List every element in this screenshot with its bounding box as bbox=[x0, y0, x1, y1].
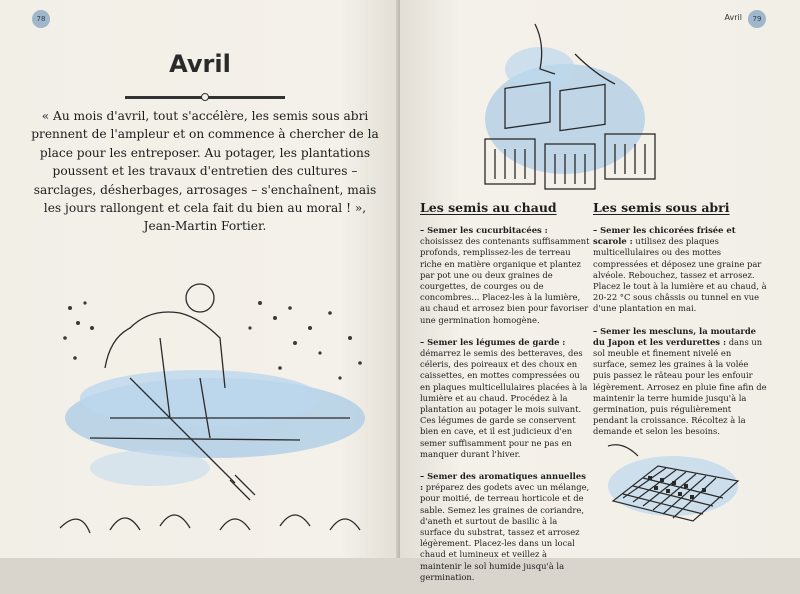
seed-tray-illustration bbox=[598, 426, 748, 526]
running-head: Avril bbox=[724, 13, 742, 22]
intro-quote: « Au mois d'avril, tout s'accélère, les semis sous abri prennent de l'ampleur et on commence à chercher de la place pour les entreposer. Au potager, les plantations poussent et les travaux d'entretien des cultures – sarclages, désherbages, arrosages – s'enchaînent, mais les jours rallongent et cela fait du bien au moral ! », Jean-Martin Fortier. bbox=[31, 109, 379, 234]
list-item: – Semer les chicorées frisée et scarole : utilisez des plaques multicellulaires ou des mottes compressées et déposez une graine par alvéole. Rebouchez, tassez et arrosez. Placez le tout à la lumière et au chaud, à 20-22 °C sous châssis ou tunnel en vue d'une plantation en mai. bbox=[593, 225, 767, 314]
list-item: – Semer les mescluns, la moutarde du Japon et les verdurettes : dans un sol meuble et finement nivelé en surface, semez les graines à la volée puis passez le râteau pour les enfouir légèrement. Arrosez en pluie fine afin de maintenir la terre humide jusqu'à la germination, puis régulièrement pendant la croissance. Récoltez à la demande et selon les besoins. bbox=[593, 325, 767, 437]
list-item: – Semer des aromatiques annuelles : préparez des godets avec un mélange, pour moitié, de terreau horticole et de sable. Semez les graines de coriandre, d'aneth et surtout de basilic à la surface du substrat, tassez et arrosez légèrement. Placez-les dans un local chaud et lumineux et veillez à maintenir le sol humide jusqu'à la germination. bbox=[420, 471, 590, 582]
page-number-right: 79 bbox=[748, 10, 766, 28]
gardener-raking-illustration bbox=[50, 268, 380, 558]
section-heading: Les semis sous abri bbox=[593, 200, 730, 215]
left-page bbox=[0, 0, 400, 558]
list-item: – Semer les cucurbitacées : choisissez des contenants suffisamment profonds, remplissez-les de terreau riche en matière organique et plantez par pot une ou deux graines de courgettes, de courges ou de concombres... Placez-les à la lumière, au chaud et arrosez bien pour favoriser une germination homogène. bbox=[420, 225, 590, 325]
page-title: Avril bbox=[169, 50, 231, 78]
section-semis-au-chaud bbox=[420, 201, 590, 594]
seedling-pots-illustration bbox=[465, 14, 665, 204]
page-number-left: 78 bbox=[32, 10, 50, 28]
list-item: – Semer les légumes de garde : démarrez le semis des betteraves, des céleris, des poireaux et des choux en caissettes, en mottes compressées ou en plaques multicellulaires placées à la lumière et au chaud. Procédez à la plantation au potager le mois suivant. Ces légumes de garde se conservent bien en cave, et il est judicieux d'en semer suffisamment pour ne pas en manquer durant l'hiver. bbox=[420, 336, 588, 459]
section-semis-sous-abri bbox=[593, 201, 768, 449]
section-heading: Les semis au chaud bbox=[420, 200, 557, 215]
title-divider bbox=[125, 96, 285, 99]
